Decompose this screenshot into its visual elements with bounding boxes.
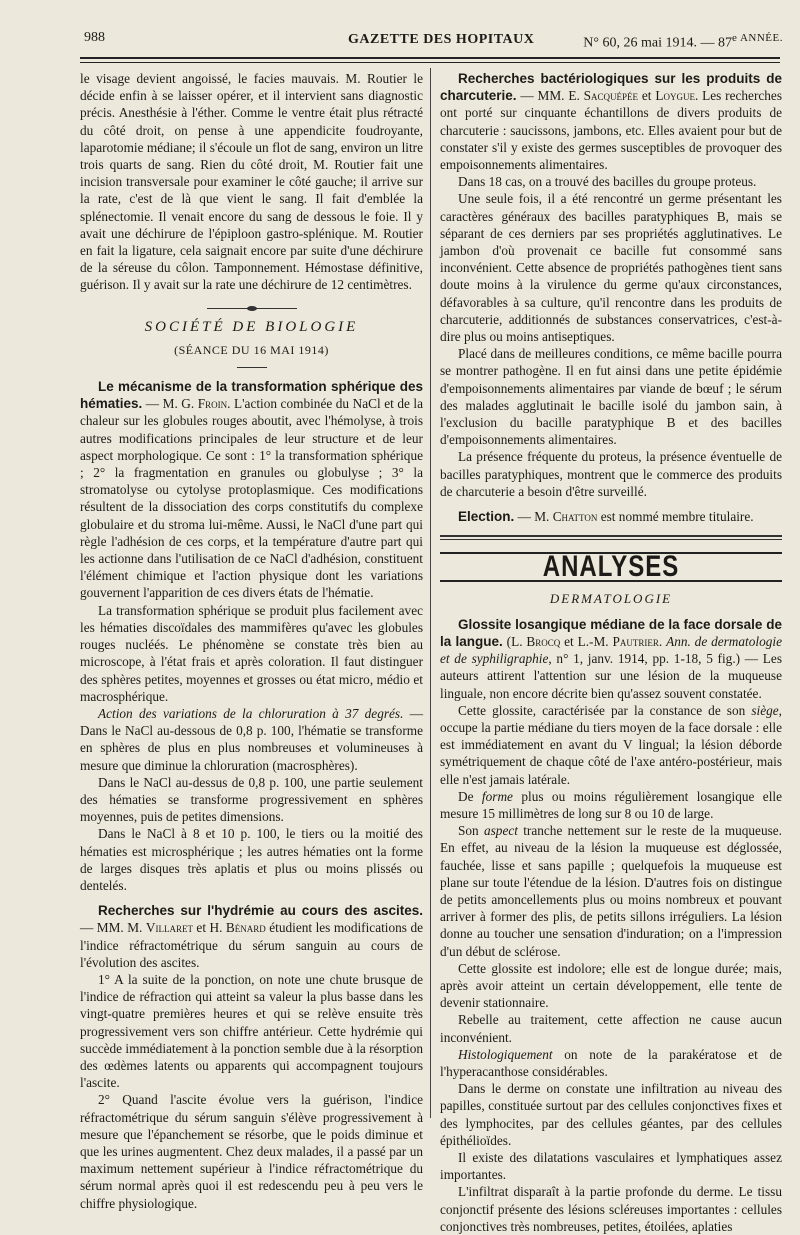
paragraph-text: , n° 1, janv. 1914, pp. 1-18, 5 fig.) — Les auteurs attirent l'attention sur une lésion de la muqueuse linguale, non encore décrite bien qu'assez souvent constatée.	[440, 651, 782, 701]
journal-title: GAZETTE DES HOPITAUX	[348, 32, 535, 47]
session-date: (SÉANCE DU 16 MAI 1914)	[174, 342, 329, 357]
election-title: Election.	[458, 509, 515, 525]
author-join: et	[638, 88, 656, 104]
article-spheric-p2: La transformation sphérique se produit plus facilement avec les hématies discoïdales des mammifères qu'avec les globules rouges nucléés. Le phénomène se constate très bien au microscope, à l'état frais et après coloration. Il faut distinguer des sphères petites, moyennes et grosses ou état micro, médio et macrosphérique.	[80, 602, 423, 704]
continued-paragraph: le visage devient angoissé, le facies mauvais. M. Routier le décide enfin à se laisser opérer, et il intervient sans diagnostic précis. Anesthésie à l'éther. Comme le ventre était plus rétracté du côté droit, on pense à une appendicite foudroyante, laparotomie médiane; il s'écoule un flot de sang, environ un litre trois quarts de sang. Rien du côté droit, M. Routier fait une incision transversale pour examiner le côté gauche; il arrive sur la rate, c'est de là que vient le sang. Il fait d'emblée la splénectomie. Il venait encore du sang de dessous le foie. Il y avait une déchirure de l'épiploon gastro-splénique. M. Routier en fait la ligature, cela saignait encore par suite d'une déchirure de la séreuse du côlon. Tamponnement. Hémostase définitive, guérison. Il y avait sur la rate une déchirure de 12 centimètres.	[80, 71, 423, 293]
article-charcuterie-p1	[440, 70, 782, 173]
article-title: Le mécanisme de la transformation sphérique des hématies.	[80, 379, 423, 412]
text-lead: De	[458, 788, 482, 804]
author-name: Froin	[197, 396, 228, 412]
subheading: Action des variations de la chloruration à 37 degrés.	[98, 705, 404, 721]
emphasis: Histologiquement	[458, 1046, 553, 1062]
article-glossite-p10: L'infiltrat disparaît à la partie profonde du derme. Le tissu conjonctif présente des lésions scléreuses importantes : cellules conjonctives très nombreuses, petites, étoilées, aplaties	[440, 1184, 782, 1234]
short-rule	[237, 367, 267, 368]
election-text: est nommé membre titulaire.	[597, 509, 754, 525]
page-number: 988	[84, 30, 105, 45]
column-divider	[430, 68, 431, 1118]
page-header	[78, 28, 783, 50]
article-glossite-p1	[440, 616, 782, 702]
election-lead: — M.	[514, 509, 553, 525]
issue-info	[583, 32, 783, 52]
issue-year: e ANNÉE.	[731, 32, 783, 44]
article-glossite-p9: Il existe des dilatations vasculaires et lymphatiques assez importantes.	[440, 1149, 782, 1183]
article-spheric-p4: Dans le NaCl au-dessus de 0,8 p. 100, une partie seulement des hématies se transforme progressivement en sphères moyennes, puis de petites dimensions.	[80, 774, 423, 825]
article-glossite-p4	[440, 822, 782, 960]
article-title: Recherches sur l'hydrémie au cours des ascites.	[98, 903, 423, 919]
article-glossite-p3	[440, 788, 782, 822]
author-name: Bénard	[225, 920, 266, 936]
paragraph-text: tranche nettement sur le reste de la muqueuse. En effet, au niveau de la lésion la muqueuse est déglossée, fauchée, lisse et sans papille ; quelquefois la muqueuse est plane sur toute l'étendue de la lésion. D'autres fois on distingue de petits amoncellements plus ou moins nombreux et pouvant arriver à former des plis, de petits sillons irréguliers. La lésion donne au toucher une sensation d'induration; on a l'impression d'un début de sclérose.	[440, 823, 782, 959]
text-lead: Cette glossite, caractérisée par la constance de son	[458, 702, 752, 718]
header-rule-thick	[80, 57, 780, 59]
spacer	[80, 894, 423, 902]
paragraph-text: plus ou moins régulièrement losangique elle mesure 15 millimètres de long sur 8 ou 10 de large.	[440, 788, 782, 821]
article-glossite-p7	[440, 1046, 782, 1080]
article-title: Recherches bactériologiques sur les produits de charcuterie.	[440, 71, 782, 104]
author-name: Pautrier	[612, 633, 659, 649]
article-spheric-p5: Dans le NaCl à 8 et 10 p. 100, le tiers ou la moitié des hématies est microsphérique ; les autres hématies ont la forme de larges disques très aplatis et plus ou moins plissés ou dentelés.	[80, 826, 423, 893]
election-notice	[440, 508, 782, 525]
author-lead: — M. G.	[142, 396, 198, 412]
paragraph-text: . Les recherches ont porté sur cinquante échantillons de divers produits de charcuterie : saucissons, jambons, etc. Elles avaient pour but de constater s'il y existe des germes susceptibles de provoquer des empoisonnements alimentaires.	[440, 88, 782, 173]
emphasis: siège	[751, 702, 779, 718]
analyses-title: ANALYSES	[542, 549, 680, 584]
author-name: Loygue	[655, 88, 695, 104]
ref-lead: (L.	[502, 633, 527, 649]
analyses-banner	[440, 549, 782, 584]
article-hydremie-p3: 2° Quand l'ascite évolue vers la guérison, l'indice réfractométrique du sérum sanguin s'élève progressivement à mesure que l'épanchement se résorbe, que le poids diminue et que les urines augmentent. Chez deux malades, il a passé par un maximum nettement supérieur à l'indice réfractométrique du sérum normal après quoi il est redescendu peu à peu vers le chiffre physiologique.	[80, 1092, 423, 1211]
journal-ref: Ann. de dermatologie et de syphiligraphie	[440, 633, 782, 667]
author-lead: — MM. M.	[80, 920, 146, 936]
ref-dot: .	[658, 633, 667, 649]
author-name: Villaret	[145, 920, 193, 936]
text-lead: Son	[458, 823, 484, 839]
section-separator	[440, 535, 782, 540]
section-title: DERMATOLOGIE	[549, 591, 673, 607]
right-column	[440, 70, 782, 1235]
article-hydremie-p2: 1° A la suite de la ponction, on note une chute brusque de l'indice de réfraction qui atteint sa valeur la plus basse dans les vingt-quatre premières heures et qui se relève ensuite très progressivement vers son chiffre antérieur. Cette hydrémie qui succède immédiatement à la ponction semble due à la résorption des œdèmes latents ou apparents qui accompagnent toujours l'ascite.	[80, 971, 424, 1091]
left-column	[80, 70, 423, 1212]
issue-date: N° 60, 26 mai 1914. — 87	[583, 35, 732, 51]
article-spheric-p1	[80, 378, 423, 602]
article-charcuterie-p4: Placé dans de meilleures conditions, ce même bacille pourra se montrer pathogène. Il en fut ainsi dans une petite épidémie d'empoisonnements alimentaires par viande de bœuf ; le sérum des malades agglutinait le bacille isolé du jambon sain, à l'exclusion du bacille paratyphique B et des bacilles d'empoisonnements alimentaires.	[440, 346, 782, 448]
article-charcuterie-p2: Dans 18 cas, on a trouvé des bacilles du groupe proteus.	[458, 174, 757, 190]
header-rule-thin	[80, 62, 780, 63]
society-title: SOCIÉTÉ DE BIOLOGIE	[144, 318, 359, 335]
article-title: Glossite losangique médiane de la face dorsale de la langue.	[440, 616, 782, 649]
article-hydremie-p1	[80, 902, 423, 971]
paragraph-text: — Dans le NaCl au-dessous de 0,8 p. 100, l'hématie se transforme en sphères de plus en plus nombreuses et volumineuses à mesure que diminue la chloruration (macrosphères).	[80, 705, 423, 773]
ornament-divider	[207, 308, 297, 309]
article-glossite-p5: Cette glossite est indolore; elle est de longue durée; mais, après avoir atteint un certain développement, elle tente de devenir stationnaire.	[440, 960, 782, 1011]
emphasis: aspect	[483, 823, 518, 839]
paragraph-text: . L'action combinée du NaCl et de la chaleur sur les globules rouges aboutit, avec l'hémolyse, à trois autres modifications principales de leur structure et de leur aspect morphologique. Ce sont : 1° la transformation sphérique ; 2° la fragmentation en granules ou globulyse ; 3° la stromatolyse ou cytolyse protoplasmique. Ces modifications résultent de la dissociation des corps constitutifs du complexe globulaire et du stroma lui-même. Aussi, le NaCl d'une part qui règle l'adhésion de ces corps, et la température d'autre part qui les actionne dans l'utilisation de ce NaCl d'adhésion, constituent l'élément chimique et l'action physique dont les variations gouvernent l'apparition de ces divers états de l'hématie.	[80, 396, 423, 601]
author-lead: — MM. E.	[516, 88, 584, 104]
paragraph-text: on note de la parakératose et de l'hyperacanthose considérables.	[440, 1046, 782, 1079]
article-glossite-p2	[440, 702, 782, 788]
author-name: Sacquépée	[583, 88, 639, 104]
author-join: et L.-M.	[560, 633, 613, 649]
emphasis: forme	[481, 788, 513, 804]
spacer	[440, 500, 782, 508]
author-join: et H.	[192, 920, 226, 936]
member-name: Chatton	[552, 509, 598, 525]
paragraph-text: étudient les modifications de l'indice réfractométrique du sérum sanguin au cours de l'évolution des ascites.	[80, 920, 423, 970]
article-spheric-p3	[80, 705, 423, 774]
paragraph-text: , occupe la partie médiane du tiers moyen de la face dorsale : elle est immédiatement en avant du V lingual; la lésion déborde symétriquement de chaque côté de l'axe antéro-postérieur, mais elle n'est jamais latérale.	[440, 702, 782, 787]
article-charcuterie-p3: Une seule fois, il a été rencontré un germe présentant les caractères généraux des bacilles paratyphiques B, mais se séparant de ces derniers par ses propriétés agglutinatives. Le jambon d'où provenait ce bacille fut consommé sans inconvénient. Cette absence de propriétés pathogènes tient sans doute moins à la virulence du germe qu'aux circonstances, défavorables à sa culture, qu'il rencontre dans les produits de charcuterie, additionnés de substances conservatrices, c'est-à-dire plus ou moins antiseptiques.	[440, 191, 782, 345]
article-glossite-p6: Rebelle au traitement, cette affection ne cause aucun inconvénient.	[440, 1012, 782, 1045]
article-glossite-p8: Dans le derme on constate une infiltration au niveau des papilles, constituée surtout par des cellules conjonctives fixes et des lymphocites, par des cellules géantes, par des cellules épithélioïdes.	[440, 1081, 782, 1148]
author-name: Brocq	[526, 633, 561, 649]
article-charcuterie-p5: La présence fréquente du proteus, la présence éventuelle de bacilles paratyphiques, montrent que le commerce des produits de charcuterie a besoin d'être surveillé.	[440, 449, 782, 499]
